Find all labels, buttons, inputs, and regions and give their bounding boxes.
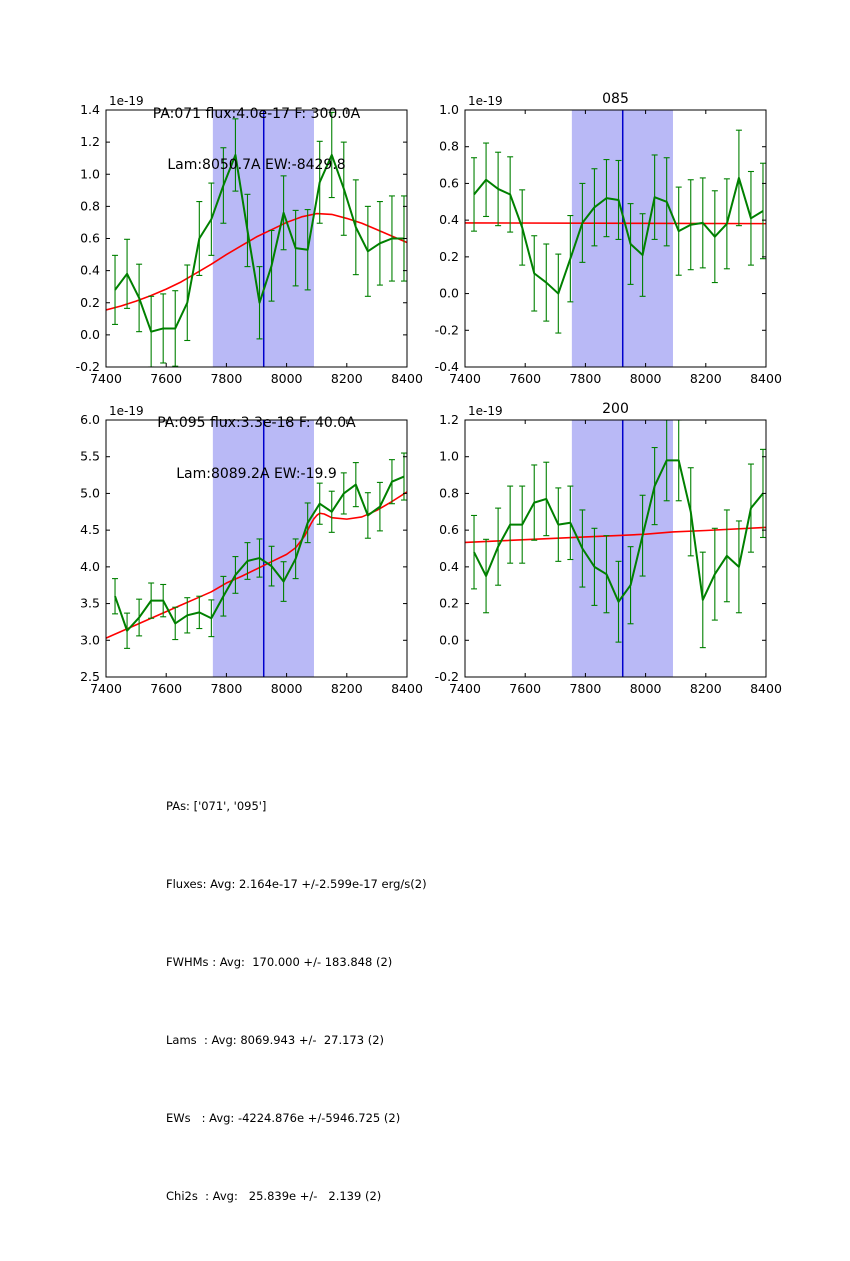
stats-line-fluxes: Fluxes: Avg: 2.164e-17 +/-2.599e-17 erg/s(2)	[166, 877, 427, 891]
y-tick-label: 0.4	[439, 558, 459, 574]
stats-summary	[166, 741, 427, 1261]
title-line: PA:071 flux:4.0e-17 F: 300.0A	[152, 106, 361, 122]
y-axis-offset-label: 1e-19	[468, 94, 503, 108]
y-tick-label: 0.4	[439, 212, 459, 228]
x-tick-label: 7400	[449, 681, 481, 696]
y-tick-label: 1.2	[80, 134, 100, 150]
subplot-085	[435, 102, 782, 386]
y-tick-label: 0.8	[439, 485, 459, 501]
y-tick-label: 1.0	[439, 448, 459, 464]
subplot-pa071-title	[106, 72, 407, 208]
x-tick-label: 8000	[270, 371, 303, 386]
title-line: Lam:8050.7A EW:-8429.8	[167, 157, 346, 173]
y-tick-label: 0.0	[439, 632, 459, 648]
subplot-085-title: 085	[602, 91, 629, 107]
stats-line-chi2s: Chi2s : Avg: 25.839e +/- 2.139 (2)	[166, 1189, 382, 1203]
x-tick-label: 8200	[689, 681, 722, 696]
y-tick-label: 0.4	[80, 262, 100, 278]
x-tick-label: 8200	[689, 371, 722, 386]
x-tick-label: 7400	[90, 371, 122, 386]
y-tick-label: -0.2	[434, 322, 459, 338]
title-line: Lam:8089.2A EW:-19.9	[176, 466, 337, 482]
y-tick-label: 3.0	[80, 632, 100, 648]
y-tick-label: 0.2	[80, 294, 100, 310]
x-tick-label: 7800	[569, 681, 602, 696]
x-tick-label: 7600	[509, 371, 542, 386]
y-axis-offset-label: 1e-19	[468, 404, 503, 418]
y-tick-label: 0.6	[80, 230, 100, 246]
stats-line-pas: PAs: ['071', '095']	[166, 799, 267, 813]
y-tick-label: 5.0	[80, 485, 100, 501]
y-tick-label: 3.5	[80, 595, 100, 611]
y-tick-label: 6.0	[80, 412, 100, 427]
subplot-200	[435, 412, 782, 696]
stats-line-fwhms: FWHMs : Avg: 170.000 +/- 183.848 (2)	[166, 955, 393, 969]
y-tick-label: 0.6	[439, 522, 459, 538]
x-tick-label: 8200	[330, 681, 363, 696]
x-tick-label: 7600	[150, 681, 183, 696]
y-tick-label: 5.5	[80, 448, 100, 464]
y-tick-label: 0.0	[439, 285, 459, 301]
y-tick-label: 0.2	[439, 595, 459, 611]
y-tick-label: -0.2	[434, 669, 459, 684]
x-tick-label: 8400	[750, 371, 782, 386]
x-tick-label: 7400	[449, 371, 481, 386]
x-tick-label: 7800	[569, 371, 602, 386]
x-tick-label: 7600	[150, 371, 183, 386]
title-line: PA:095 flux:3.3e-18 F: 40.0A	[157, 415, 356, 431]
x-tick-label: 8400	[750, 681, 782, 696]
y-tick-label: 0.8	[80, 198, 100, 214]
x-tick-label: 8400	[391, 681, 423, 696]
y-axis-offset-label: 1e-19	[109, 404, 144, 418]
y-tick-label: 4.5	[80, 522, 100, 538]
y-tick-label: 1.4	[80, 102, 100, 117]
x-tick-label: 7800	[210, 371, 243, 386]
y-tick-label: 2.5	[80, 669, 100, 684]
y-tick-label: 1.0	[439, 102, 459, 117]
stats-line-ews: EWs : Avg: -4224.876e +/-5946.725 (2)	[166, 1111, 401, 1125]
y-axis-offset-label: 1e-19	[109, 94, 144, 108]
x-tick-label: 7800	[210, 681, 243, 696]
x-tick-label: 8000	[629, 681, 662, 696]
y-tick-label: -0.2	[75, 359, 100, 374]
stats-line-lams: Lams : Avg: 8069.943 +/- 27.173 (2)	[166, 1033, 385, 1047]
x-tick-label: 8400	[391, 371, 423, 386]
x-tick-label: 7400	[90, 681, 122, 696]
y-tick-label: 0.8	[439, 138, 459, 154]
subplot-200-title: 200	[602, 401, 629, 417]
subplot-pa095-title	[106, 381, 407, 517]
x-tick-label: 8000	[629, 371, 662, 386]
y-tick-label: 0.6	[439, 175, 459, 191]
y-tick-label: 1.2	[439, 412, 459, 427]
y-tick-label: 1.0	[80, 166, 100, 182]
x-tick-label: 8000	[270, 681, 303, 696]
x-tick-label: 7600	[509, 681, 542, 696]
y-tick-label: 0.0	[80, 326, 100, 342]
x-tick-label: 8200	[330, 371, 363, 386]
y-tick-label: 4.0	[80, 558, 100, 574]
y-tick-label: -0.4	[434, 359, 459, 374]
y-tick-label: 0.2	[439, 248, 459, 264]
